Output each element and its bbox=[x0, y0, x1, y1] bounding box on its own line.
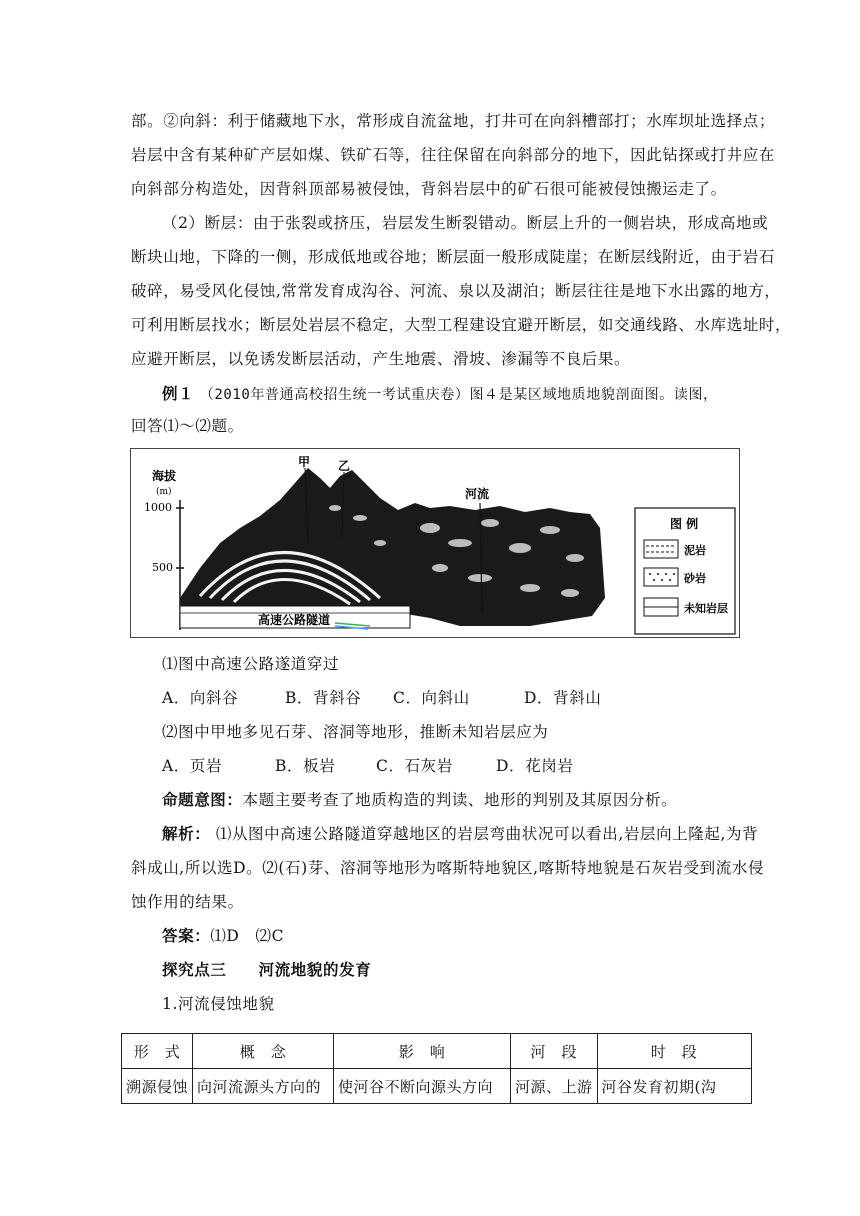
question-1-stem: ⑴图中高速公路遂道穿过 bbox=[162, 655, 340, 673]
table-header-cell: 河 段 bbox=[511, 1034, 598, 1069]
table-cell: 使河谷不断向源头方向 bbox=[334, 1069, 511, 1104]
paragraph-line: 断块山地，下降的一侧，形成低地或谷地；断层面一般形成陡崖；在断层线附近，由于岩石 bbox=[131, 248, 776, 266]
table-header-row bbox=[122, 1034, 752, 1069]
intent-text: 本题主要考查了地质构造的判读、地形的判别及其原因分析。 bbox=[242, 791, 678, 809]
river-label: 河流 bbox=[465, 487, 490, 501]
answer-line bbox=[162, 926, 284, 946]
paragraph-line: 应避开断层，以免诱发断层活动，产生地震、滑坡、渗漏等不良后果。 bbox=[131, 350, 631, 368]
question-2-option-d[interactable]: D．花岗岩 bbox=[496, 757, 574, 775]
geology-profile-figure bbox=[130, 448, 740, 638]
legend-label-sandstone: 砂岩 bbox=[684, 572, 706, 585]
paragraph-line: 破碎，易受风化侵蚀,常常发育成沟谷、河流、泉以及湖泊；断层往往是地下水出露的地方， bbox=[131, 282, 781, 300]
tick-label-1000: 1000 bbox=[144, 501, 172, 514]
question-1-option-b[interactable]: B．背斜谷 bbox=[285, 689, 362, 707]
example-line-2: 回答⑴～⑵题。 bbox=[131, 417, 244, 435]
legend-title: 图 例 bbox=[670, 517, 699, 531]
answer-text: ⑴D ⑵C bbox=[210, 927, 285, 945]
river-erosion-table bbox=[121, 1033, 752, 1104]
label-yi: 乙 bbox=[338, 459, 351, 473]
legend-label-mudstone: 泥岩 bbox=[684, 544, 706, 557]
section-subtitle: 1.河流侵蚀地貌 bbox=[162, 995, 275, 1013]
table-cell: 溯源侵蚀 bbox=[122, 1069, 193, 1104]
label-jia: 甲 bbox=[298, 455, 311, 469]
question-2-option-a[interactable]: A．页岩 bbox=[162, 757, 223, 775]
analysis-line-1 bbox=[162, 824, 758, 844]
table-header-cell: 概 念 bbox=[193, 1034, 334, 1069]
analysis-line-2: 斜成山,所以选D。⑵(石)芽、溶洞等地形为喀斯特地貌区,喀斯特地貌是石灰岩受到流水侵 bbox=[131, 859, 765, 877]
table-cell: 河谷发育初期(沟 bbox=[597, 1069, 751, 1104]
answer-label: 答案： bbox=[162, 926, 211, 945]
legend-swatch-mudstone bbox=[644, 540, 678, 558]
legend-label-unknown: 未知岩层 bbox=[684, 602, 728, 615]
question-1-option-a[interactable]: A．向斜谷 bbox=[162, 689, 239, 707]
question-2-option-b[interactable]: B．板岩 bbox=[275, 757, 336, 775]
example-source: （2010年普通高校招生统一考试重庆卷）图４是某区域地质地貌剖面图。读图， bbox=[199, 387, 718, 403]
paragraph-line: 部。②向斜：利于储藏地下水，常形成自流盆地，打井可在向斜槽部打；水库坝址选择点； bbox=[131, 112, 776, 130]
question-2-option-c[interactable]: C．石灰岩 bbox=[376, 757, 453, 775]
table-cell: 河源、上游 bbox=[511, 1069, 598, 1104]
tunnel-label: 高速公路隧道 bbox=[258, 613, 331, 627]
intent-label: 命题意图： bbox=[162, 790, 243, 809]
table-cell: 向河流源头方向的 bbox=[193, 1069, 334, 1104]
table-header-cell: 形 式 bbox=[122, 1034, 193, 1069]
question-1-option-c[interactable]: C．向斜山 bbox=[393, 689, 470, 707]
table-header-cell: 影 响 bbox=[334, 1034, 511, 1069]
example-label: 例１ bbox=[162, 384, 195, 403]
axis-title: 海拔 bbox=[152, 469, 177, 483]
table-row bbox=[122, 1069, 752, 1104]
legend-swatch-sandstone bbox=[644, 568, 678, 586]
paragraph-line: 岩层中含有某种矿产层如煤、铁矿石等，往往保留在向斜部分的地下，因此钻探或打井应在 bbox=[131, 146, 776, 164]
paragraph-line: 向斜部分构造处，因背斜顶部易被侵蚀，背斜岩层中的矿石很可能被侵蚀搬运走了。 bbox=[131, 180, 727, 198]
question-2-stem: ⑵图中甲地多见石芽、溶洞等地形，推断未知岩层应为 bbox=[162, 723, 549, 741]
intent-line bbox=[162, 790, 677, 810]
analysis-text-1: ⑴从图中高速公路隧道穿越地区的岩层弯曲状况可以看出,岩层向上隆起,为背 bbox=[215, 825, 759, 843]
analysis-label: 解析： bbox=[162, 824, 211, 843]
axis-unit: (m) bbox=[156, 487, 172, 497]
paragraph-line: （2）断层：由于张裂或挤压，岩层发生断裂错动。断层上升的一侧岩块，形成高地或 bbox=[162, 214, 769, 232]
paragraph-line: 可利用断层找水；断层处岩层不稳定，大型工程建设宜避开断层，如交通线路、水库选址时， bbox=[131, 316, 792, 334]
question-1-option-d[interactable]: D．背斜山 bbox=[524, 689, 602, 707]
section-title: 探究点三 河流地貌的发育 bbox=[162, 960, 372, 979]
analysis-line-3: 蚀作用的结果。 bbox=[131, 893, 244, 911]
example-line bbox=[162, 384, 718, 405]
tick-label-500: 500 bbox=[152, 561, 173, 574]
table-header-cell: 时 段 bbox=[597, 1034, 751, 1069]
